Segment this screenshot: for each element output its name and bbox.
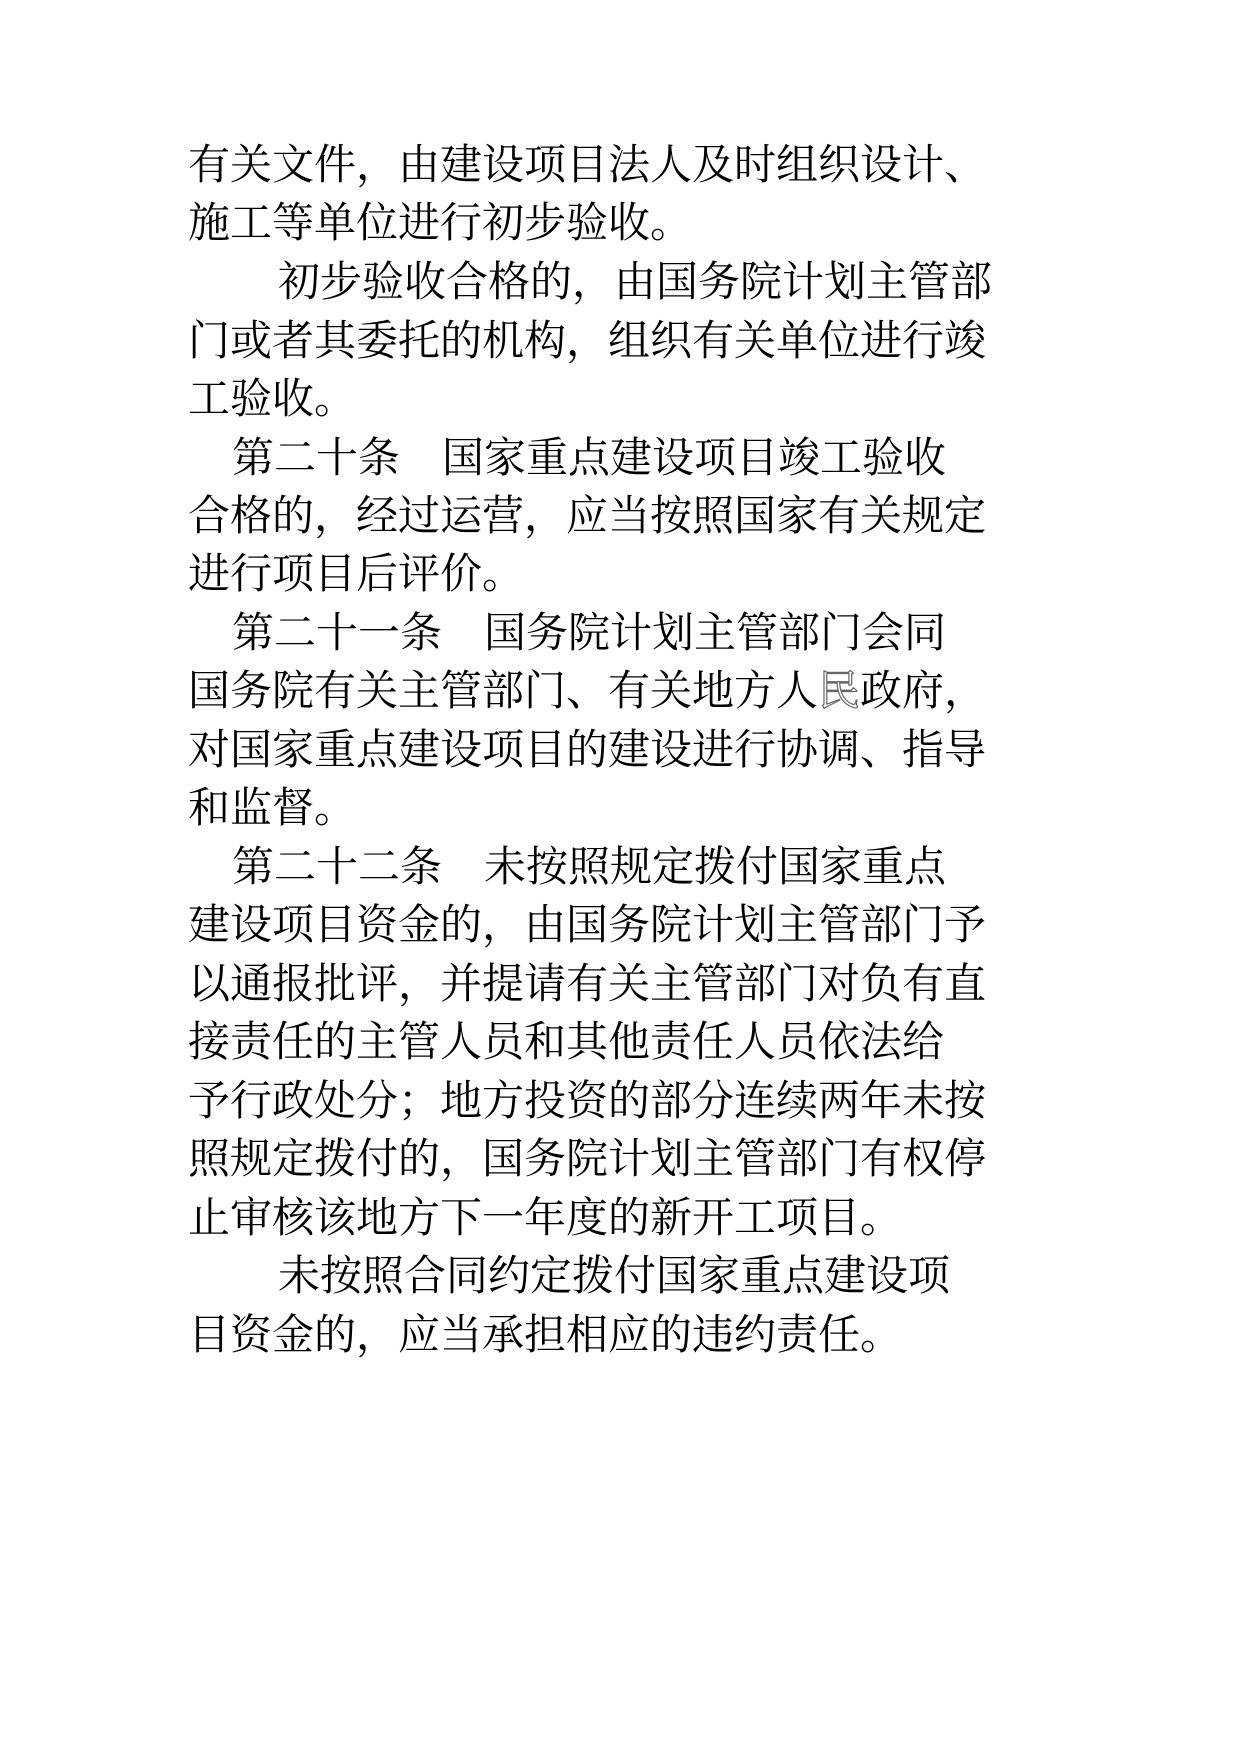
text-line: 门或者其委托的机构，组织有关单位进行竣 xyxy=(188,316,987,365)
text-line: 目资金的，应当承担相应的违约责任。 xyxy=(188,1310,903,1359)
text-line: 进行项目后评价。 xyxy=(188,549,525,598)
text-line: 予行政处分；地方投资的部分连续两年未按 xyxy=(188,1076,987,1125)
article-20-heading: 第二十条 国家重点建设项目竣工验收 xyxy=(232,433,947,482)
text-line: 建设项目资金的，由国务院计划主管部门予 xyxy=(188,900,987,949)
text-segment: 国务院有关主管部门、有关地方人 xyxy=(188,666,819,715)
text-line: 止审核该地方下一年度的新开工项目。 xyxy=(188,1193,903,1242)
text-line: 接责任的主管人员和其他责任人员依法给 xyxy=(188,1017,945,1066)
text-line: 以通报批评，并提请有关主管部门对负有直 xyxy=(188,959,987,1008)
text-line: 和监督。 xyxy=(188,783,357,832)
article-22-heading: 第二十二条 未按照规定拨付国家重点 xyxy=(232,842,947,891)
text-line: 对国家重点建设项目的建设进行协调、指导 xyxy=(188,725,987,774)
paragraph-first-line: 初步验收合格的，由国务院计划主管部 xyxy=(278,257,993,306)
paragraph-first-line: 未按照合同约定拨付国家重点建设项 xyxy=(278,1251,951,1300)
text-line: 合格的，经过运营，应当按照国家有关规定 xyxy=(188,491,987,540)
article-21-heading: 第二十一条 国务院计划主管部门会同 xyxy=(232,608,947,657)
text-line: 照规定拨付的，国务院计划主管部门有权停 xyxy=(188,1134,987,1183)
text-line: 施工等单位进行初步验收。 xyxy=(188,198,693,247)
text-line: 工验收。 xyxy=(188,374,357,423)
hollow-glyph: 民 xyxy=(818,666,861,715)
text-line: 有关文件，由建设项目法人及时组织设计、 xyxy=(188,140,987,189)
text-line xyxy=(188,663,986,719)
text-segment: 政府， xyxy=(860,666,987,715)
